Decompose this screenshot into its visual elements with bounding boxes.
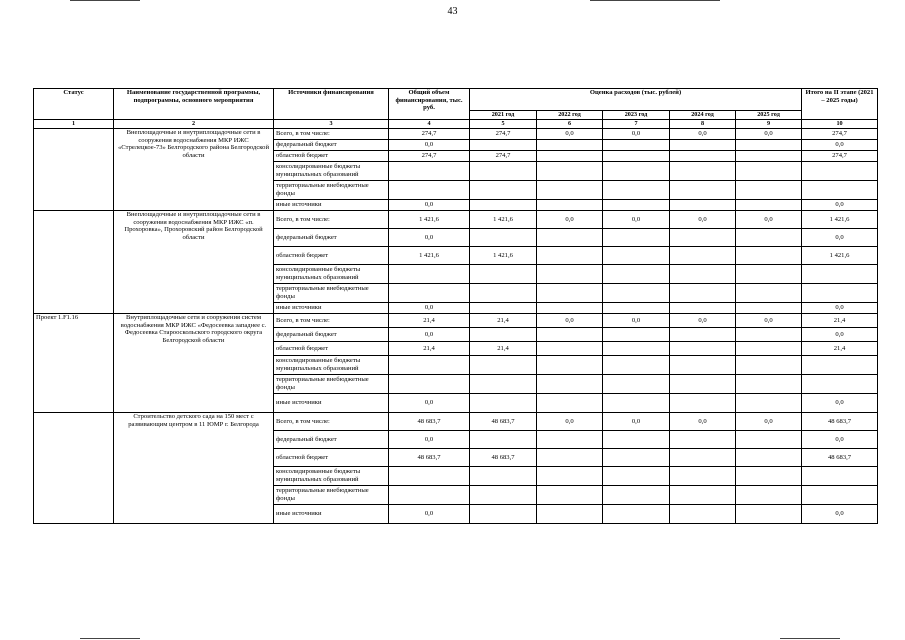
column-number: 10 [802,120,878,129]
amount-cell-y2023 [603,162,670,181]
amount-cell-stage [802,162,878,181]
funding-source-cell: областной бюджет [274,247,389,265]
amount-cell-y2025: 0,0 [736,129,802,140]
amount-cell-stage: 0,0 [802,200,878,211]
activity-name-cell: Внутриплощадочные сети и сооружения систем водоснабжения МКР ИЖС «Федосеевка западнее с. Федосеевка Старооскольского городского округа Белгородской области [114,314,274,413]
funding-source-cell: Всего, в том числе: [274,211,389,229]
table-body [34,129,878,524]
status-cell [34,413,114,524]
column-number: 2 [114,120,274,129]
amount-cell-y2023 [603,394,670,413]
amount-cell-stage [802,265,878,284]
amount-cell-y2022: 0,0 [537,314,603,328]
funding-source-cell: областной бюджет [274,151,389,162]
amount-cell-stage: 0,0 [802,140,878,151]
amount-cell-total: 0,0 [389,140,470,151]
amount-cell-y2025 [736,375,802,394]
amount-cell-y2021 [470,431,537,449]
column-number: 6 [537,120,603,129]
funding-source-cell: консолидированные бюджеты муниципальных образований [274,265,389,284]
amount-cell-y2025 [736,200,802,211]
column-number: 3 [274,120,389,129]
amount-cell-y2024 [670,247,736,265]
amount-cell-stage: 0,0 [802,394,878,413]
funding-source-cell: Всего, в том числе: [274,314,389,328]
amount-cell-total: 274,7 [389,151,470,162]
amount-cell-total: 0,0 [389,431,470,449]
funding-source-cell: иные источники [274,303,389,314]
amount-cell-y2022 [537,342,603,356]
header-year: 2021 год [470,111,537,120]
amount-cell-y2025 [736,356,802,375]
amount-cell-y2023: 0,0 [603,314,670,328]
amount-cell-y2025 [736,151,802,162]
amount-cell-y2022: 0,0 [537,129,603,140]
activity-name-cell: Внеплощадочные и внутриплощадочные сети в сооружения водоснабжения МКР ИЖС «Стрелецкое-73» Белгородского района Белгородской области [114,129,274,211]
funding-source-cell: областной бюджет [274,449,389,467]
amount-cell-stage: 0,0 [802,303,878,314]
amount-cell-y2023 [603,449,670,467]
amount-cell-y2023 [603,431,670,449]
column-number: 5 [470,120,537,129]
funding-source-cell: иные источники [274,200,389,211]
amount-cell-y2025 [736,284,802,303]
amount-cell-y2023 [603,284,670,303]
amount-cell-total: 0,0 [389,328,470,342]
activity-name-cell: Внеплощадочные и внутриплощадочные сети в сооружения водоснабжения МКР ИЖС «п. Прохоровка», Прохоровский район Белгородской области [114,211,274,314]
amount-cell-y2022 [537,162,603,181]
amount-cell-y2021: 1 421,6 [470,211,537,229]
amount-cell-y2024: 0,0 [670,211,736,229]
amount-cell-y2023 [603,151,670,162]
funding-source-cell: территориальные внебюджетные фонды [274,181,389,200]
amount-cell-y2022 [537,375,603,394]
amount-cell-stage: 274,7 [802,151,878,162]
amount-cell-y2022 [537,284,603,303]
amount-cell-y2024 [670,356,736,375]
amount-cell-y2021 [470,162,537,181]
budget-table [33,88,878,524]
amount-cell-y2021 [470,375,537,394]
amount-cell-y2023: 0,0 [603,413,670,431]
amount-cell-y2025 [736,394,802,413]
amount-cell-y2021 [470,356,537,375]
amount-cell-y2024 [670,284,736,303]
amount-cell-y2021 [470,486,537,505]
amount-cell-y2025 [736,328,802,342]
amount-cell-stage: 21,4 [802,314,878,328]
amount-cell-y2024 [670,375,736,394]
amount-cell-y2022 [537,431,603,449]
status-cell: Проект 1.F1.16 [34,314,114,413]
funding-source-cell: территориальные внебюджетные фонды [274,486,389,505]
amount-cell-y2025 [736,303,802,314]
amount-cell-y2021: 21,4 [470,314,537,328]
amount-cell-stage [802,284,878,303]
amount-cell-y2025 [736,431,802,449]
amount-cell-y2023 [603,505,670,524]
funding-source-cell: территориальные внебюджетные фонды [274,375,389,394]
header-sources: Источники финансирования [274,89,389,120]
amount-cell-total: 274,7 [389,129,470,140]
amount-cell-y2025 [736,162,802,181]
amount-cell-y2021 [470,303,537,314]
amount-cell-y2021: 274,7 [470,129,537,140]
column-number: 4 [389,120,470,129]
amount-cell-y2025 [736,229,802,247]
amount-cell-stage: 0,0 [802,328,878,342]
amount-cell-y2021: 21,4 [470,342,537,356]
header-year: 2022 год [537,111,603,120]
amount-cell-total [389,375,470,394]
amount-cell-total [389,467,470,486]
amount-cell-total: 48 683,7 [389,413,470,431]
header-name: Наименование государственной программы, подпрограммы, основного мероприятия [114,89,274,120]
amount-cell-stage: 1 421,6 [802,247,878,265]
amount-cell-y2024 [670,229,736,247]
funding-source-cell: иные источники [274,505,389,524]
header-stage-total: Итого на II этапе (2021 – 2025 годы) [802,89,878,120]
amount-cell-y2024 [670,265,736,284]
funding-source-cell: консолидированные бюджеты муниципальных образований [274,356,389,375]
amount-cell-y2022 [537,486,603,505]
amount-cell-y2022 [537,303,603,314]
amount-cell-y2025 [736,505,802,524]
bottom-rule-right [780,638,840,639]
amount-cell-total [389,284,470,303]
amount-cell-y2023 [603,181,670,200]
status-cell [34,211,114,314]
amount-cell-y2021 [470,284,537,303]
amount-cell-y2023 [603,265,670,284]
amount-cell-total [389,265,470,284]
amount-cell-y2021: 48 683,7 [470,413,537,431]
amount-cell-y2021 [470,181,537,200]
table-row [34,211,878,229]
amount-cell-total: 1 421,6 [389,247,470,265]
amount-cell-y2021 [470,200,537,211]
amount-cell-stage: 0,0 [802,505,878,524]
amount-cell-y2023 [603,342,670,356]
amount-cell-y2022 [537,229,603,247]
amount-cell-y2024: 0,0 [670,314,736,328]
amount-cell-y2024 [670,505,736,524]
amount-cell-y2021: 48 683,7 [470,449,537,467]
amount-cell-y2023 [603,486,670,505]
amount-cell-y2023 [603,229,670,247]
amount-cell-y2023 [603,467,670,486]
funding-source-cell: Всего, в том числе: [274,413,389,431]
amount-cell-y2024 [670,200,736,211]
amount-cell-y2025 [736,449,802,467]
amount-cell-y2021 [470,328,537,342]
funding-source-cell: иные источники [274,394,389,413]
amount-cell-y2021 [470,229,537,247]
amount-cell-total: 0,0 [389,303,470,314]
amount-cell-stage [802,467,878,486]
amount-cell-total: 1 421,6 [389,211,470,229]
top-rule-right [590,0,720,1]
amount-cell-y2021: 1 421,6 [470,247,537,265]
amount-cell-y2022 [537,265,603,284]
amount-cell-y2022: 0,0 [537,211,603,229]
amount-cell-total: 0,0 [389,505,470,524]
status-cell [34,129,114,211]
amount-cell-y2021 [470,467,537,486]
amount-cell-y2022 [537,328,603,342]
amount-cell-total: 0,0 [389,394,470,413]
amount-cell-stage [802,486,878,505]
column-number: 9 [736,120,802,129]
funding-source-cell: консолидированные бюджеты муниципальных образований [274,162,389,181]
amount-cell-total: 21,4 [389,314,470,328]
amount-cell-y2022 [537,505,603,524]
bottom-rule-left [80,638,140,639]
amount-cell-y2024 [670,394,736,413]
amount-cell-y2023 [603,247,670,265]
funding-source-cell: федеральный бюджет [274,431,389,449]
amount-cell-y2023 [603,375,670,394]
amount-cell-y2024 [670,342,736,356]
amount-cell-y2021: 274,7 [470,151,537,162]
amount-cell-y2022 [537,356,603,375]
header-status: Статус [34,89,114,120]
column-number: 1 [34,120,114,129]
header-year: 2023 год [603,111,670,120]
amount-cell-y2022 [537,200,603,211]
amount-cell-y2024 [670,162,736,181]
amount-cell-y2022 [537,140,603,151]
funding-source-cell: Всего, в том числе: [274,129,389,140]
amount-cell-y2025 [736,247,802,265]
amount-cell-y2024 [670,449,736,467]
amount-cell-y2022: 0,0 [537,413,603,431]
table-row [34,129,878,140]
amount-cell-total [389,486,470,505]
funding-source-cell: областной бюджет [274,342,389,356]
amount-cell-y2021 [470,505,537,524]
amount-cell-stage: 21,4 [802,342,878,356]
column-number-row [34,120,878,129]
amount-cell-y2024 [670,328,736,342]
amount-cell-stage: 0,0 [802,229,878,247]
amount-cell-stage [802,181,878,200]
amount-cell-y2024: 0,0 [670,129,736,140]
amount-cell-total [389,356,470,375]
table-row [34,413,878,431]
amount-cell-y2025 [736,181,802,200]
amount-cell-stage: 48 683,7 [802,413,878,431]
amount-cell-total: 0,0 [389,229,470,247]
amount-cell-stage: 0,0 [802,431,878,449]
header-year: 2024 год [670,111,736,120]
amount-cell-y2023 [603,356,670,375]
header-year: 2025 год [736,111,802,120]
amount-cell-y2023 [603,200,670,211]
table-row [34,314,878,328]
amount-cell-y2025 [736,467,802,486]
amount-cell-total [389,162,470,181]
activity-name-cell: Строительство детского сада на 150 мест с развивающим центром в 11 ЮМР г. Белгорода [114,413,274,524]
amount-cell-y2023: 0,0 [603,211,670,229]
amount-cell-y2025 [736,265,802,284]
amount-cell-y2022 [537,467,603,486]
amount-cell-y2024: 0,0 [670,413,736,431]
amount-cell-total: 48 683,7 [389,449,470,467]
amount-cell-y2022 [537,247,603,265]
header-estimate: Оценка расходов (тыс. рублей) [470,89,802,111]
header-total: Общий объем финансирования, тыс. руб. [389,89,470,120]
amount-cell-total [389,181,470,200]
amount-cell-y2021 [470,394,537,413]
amount-cell-y2022 [537,449,603,467]
amount-cell-y2025: 0,0 [736,211,802,229]
amount-cell-y2024 [670,151,736,162]
funding-source-cell: федеральный бюджет [274,229,389,247]
header-row [34,89,878,111]
top-rule-left [70,0,140,1]
amount-cell-y2022 [537,394,603,413]
column-number: 8 [670,120,736,129]
funding-source-cell: федеральный бюджет [274,140,389,151]
amount-cell-y2025: 0,0 [736,314,802,328]
amount-cell-stage: 48 683,7 [802,449,878,467]
amount-cell-total: 21,4 [389,342,470,356]
funding-source-cell: федеральный бюджет [274,328,389,342]
funding-source-cell: территориальные внебюджетные фонды [274,284,389,303]
amount-cell-y2021 [470,265,537,284]
amount-cell-y2024 [670,486,736,505]
amount-cell-stage: 1 421,6 [802,211,878,229]
amount-cell-y2024 [670,140,736,151]
amount-cell-y2024 [670,181,736,200]
amount-cell-y2024 [670,431,736,449]
amount-cell-y2023: 0,0 [603,129,670,140]
column-number: 7 [603,120,670,129]
funding-source-cell: консолидированные бюджеты муниципальных образований [274,467,389,486]
amount-cell-y2024 [670,303,736,314]
amount-cell-y2022 [537,151,603,162]
amount-cell-y2022 [537,181,603,200]
amount-cell-stage: 274,7 [802,129,878,140]
amount-cell-y2023 [603,140,670,151]
amount-cell-y2024 [670,467,736,486]
amount-cell-total: 0,0 [389,200,470,211]
amount-cell-y2025 [736,486,802,505]
amount-cell-stage [802,375,878,394]
amount-cell-stage [802,356,878,375]
amount-cell-y2023 [603,303,670,314]
amount-cell-y2021 [470,140,537,151]
amount-cell-y2023 [603,328,670,342]
amount-cell-y2025: 0,0 [736,413,802,431]
amount-cell-y2025 [736,140,802,151]
amount-cell-y2025 [736,342,802,356]
page-number: 43 [447,6,458,17]
